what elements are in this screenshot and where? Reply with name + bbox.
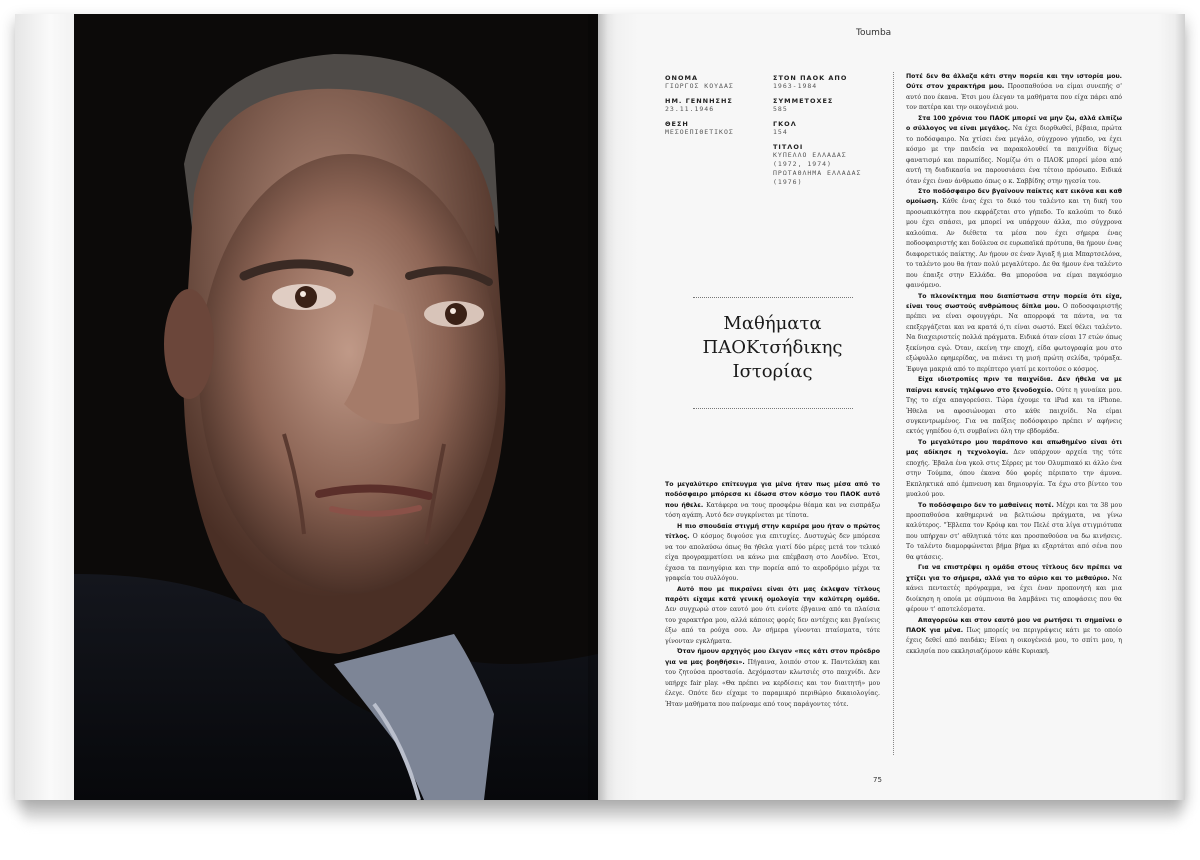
section-header: Toumba: [856, 28, 892, 38]
page-number: 75: [873, 776, 882, 784]
paragraph: [906, 616, 1122, 658]
profile-label: ΣΥΜΜΕΤΟΧΕΣ: [773, 97, 834, 105]
portrait-photo: [74, 14, 598, 800]
column-divider: [893, 72, 894, 755]
profile-value: 585: [773, 105, 788, 113]
profile-value: ΠΡΩΤΑΘΛΗΜΑ ΕΛΛΑΔΑΣ: [773, 169, 862, 177]
profile-label: ΤΙΤΛΟΙ: [773, 143, 804, 151]
paragraph-text: Πήγαινα, λοιπόν στον κ. Παντελάκη και του ζητούσα προστασία. Δεχόμασταν κλωτσιές στο παιχνίδι. Δεν υπήρχε fair play. «Θα πρέπει να κερδίσεις και τον διαιτητή» μου έλεγε. Οπότε δεν είχαμε το παραμικρό περιθώριο δικαιολογίας. Ήταν μαθήματα που παίρναμε από τους παράγοντες τότε.: [665, 658, 880, 708]
profile-value: (1972, 1974): [773, 160, 832, 168]
paragraph-lead: Το μεγαλύτερο μου παράπονο και απωθημένο είναι ότι μας αδίκησε η τεχνολογία.: [906, 438, 1122, 457]
paragraph-lead: Η πιο σπουδαία στιγμή στην καριέρα μου ήταν ο πρώτος τίτλος.: [665, 522, 880, 541]
paragraph-text: Δεν συγχωρώ στον εαυτό μου ότι ενίοτε έβγαινα από τα πλαίσια του χαρακτήρα μου, αλλά κάποιες φορές δεν αντέχεις και βγαίνεις έξω από τα ρούχα σου. Αν σήμερα γίνονται πταίσματα, τότε γίνονταν εγκλήματα.: [665, 606, 880, 645]
right-page: [598, 14, 1185, 800]
paragraph-text: Μέχρι και τα 38 μου προσπαθούσα καθημερινά να βελτιώσω πράγματα, να γίνω καλύτερος. "Έβλεπα τον Κρόιφ και τον Πελέ στα λίγα στιγμιότυπα που υπήρχαν στ' αθλητικά τότε και προσπαθούσα να δω κινήσεις. Το ταλέντο διαμορφώνεται βήμα βήμα κι εξαρτάται από σένα που θα φτάσεις.: [906, 501, 1122, 561]
article-title: [690, 312, 855, 384]
portrait-illustration: [74, 14, 598, 800]
paragraph-lead: Το ποδόσφαιρο δεν το μαθαίνεις ποτέ.: [918, 501, 1054, 509]
paragraph: [906, 438, 1122, 501]
profile-value: ΓΙΩΡΓΟΣ ΚΟΥΔΑΣ: [665, 82, 734, 90]
paragraph-text: Ο ποδοσφαιριστής πρέπει να είναι σφουγγάρι. Να απορροφά τα πάντα, να τα επεξεργάζεται και να κρατά ό,τι είναι σωστό. Εκεί θέλει ταλέντο. Να διαχειριστείς πολλά πράγματα. Ειδικά όταν είσαι 17 ετών όπως ξεκίνησα εγώ. Όταν, εκείνη την εποχή, είδα φωτογραφία μου στο εξώφυλλο εφημερίδας, να πιάνει τη μισή πρώτη σελίδα, τρόμαξα. Έφυγα μακριά από το περίπτερο γιατί με κοιτούσε ο κόσμος.: [906, 302, 1122, 373]
profile-box-right: [773, 74, 873, 187]
article-title-line: ΠΑΟΚτσήδικης: [702, 337, 843, 358]
paragraph: [906, 375, 1122, 438]
paragraph-lead: Όταν ήμουν αρχηγός μου έλεγαν «πες κάτι στον πρόεδρο για να μας βοηθήσει».: [665, 648, 880, 666]
paragraph-lead: Το πλεονέκτημα που διαπίστωσα στην πορεία ότι είχα, είναι τους σωστούς ανθρώπους δίπλα μου.: [906, 292, 1122, 310]
left-page-margin: [15, 14, 74, 800]
paragraph-text: Να έχει διορθωθεί, βέβαια, πρώτα το ποδόσφαιρο. Να χτίσει ένα μεγάλο, σύγχρονο γήπεδο, να έχει κόσμο με την παιδεία να παρακολουθεί τα παιχνίδια δίχως φανατισμό και παρωπίδες. Νομίζω ότι ο ΠΑΟΚ μπορεί μέσα από αυτή τη διαδικασία να παρουσιάσει ένα τέτοιο πρόσωπο. Ειδικά όταν έχει έναν άνθρωπο όπως ο κ. Σαββίδης στην ηγεσία του.: [906, 125, 1122, 185]
article-title-line: Ιστορίας: [732, 361, 813, 382]
profile-label: ΗΜ. ΓΕΝΝΗΣΗΣ: [665, 97, 733, 105]
profile-box-left: [665, 74, 755, 137]
article-column-left: [665, 480, 880, 710]
paragraph-lead: Είχα ιδιοτροπίες πριν τα παιχνίδια. Δεν ήθελα να με παίρνει κανείς τηλέφωνο στο ξενοδοχείο.: [906, 376, 1122, 394]
profile-value: 1963-1984: [773, 82, 818, 90]
paragraph-lead: Αυτό που με πικραίνει είναι ότι μας έκλεψαν τίτλους παρότι είχαμε κατά γενική ομολογία την καλύτερη ομάδα.: [665, 585, 880, 603]
paragraph: [665, 522, 880, 585]
paragraph-text: Κάθε ένας έχει το δικό του ταλέντο και τη δική του προσωπικότητα που εκφράζεται στο γήπεδο. Το καλούπι το δικό μου έχει σπάσει, μα μπορεί να υπάρχουν άλλα, πιο σύγχρονα καλούπια. Αν διέθετα τα μέσα που έχει σήμερα ένας ποδοσφαιριστής και δούλευα σε ευρωπαϊκά πρότυπα, θα ήμουν ένας διαφορετικός παίκτης. Αν ήμουν σε έναν Άγιαξ ή μια Μπαρτσελόνα, το ταλέντο μου θα ήταν πολύ μεγαλύτερο. Δε θα ήμουν ένα ταλέντο που έπαιξε στην Ελλάδα. Θα μπορούσα να είμαι παγκόσμιο φαινόμενο.: [906, 198, 1122, 290]
magazine-spread: [15, 14, 1185, 800]
paragraph: [906, 187, 1122, 292]
paragraph-lead: Το μεγαλύτερο επίτευγμα για μένα ήταν πως μέσα από το ποδόσφαιρο μπόρεσα κι έδωσα στον κόσμο του ΠΑΟΚ αυτό που ήθελε.: [665, 481, 880, 509]
profile-value: (1976): [773, 178, 803, 186]
title-rule-bottom: [693, 408, 853, 409]
paragraph-lead: Στα 100 χρόνια του ΠΑΟΚ μπορεί να μην ζω, αλλά ελπίζω ο σύλλογος να είναι μεγάλος.: [906, 114, 1122, 133]
paragraph: [906, 114, 1122, 187]
paragraph: [906, 72, 1122, 114]
profile-label: ΘΕΣΗ: [665, 120, 689, 128]
paragraph-text: Ο κόσμος διψούσε για επιτυχίες. Δυστυχώς δεν μπόρεσα να τον απολαύσω όπως θα ήθελα γιατί δύο μέρες μετά τον τελικό είχα προγραμματίσει να κάνω μια επέμβαση στο Λονδίνο. Έτσι, έχασα τα πανηγύρια και την πορεία από το αεροδρόμιο μέχρι τα γραφεία του συλλόγου.: [665, 533, 880, 583]
paragraph: [906, 563, 1122, 615]
title-rule-top: [693, 297, 853, 298]
book-gutter: [588, 14, 608, 800]
profile-label: ΟΝΟΜΑ: [665, 74, 698, 82]
paragraph-text: Κατάφερα να τους προσφέρω θέαμα και να εισπράξω τόση αγάπη. Αυτό δεν συγκρίνεται με τίποτα.: [665, 501, 881, 520]
paragraph-text: Να κάνει πενταετές πρόγραμμα, να έχει έναν προπονητή και μια διοίκηση η οποία με σύμπνοια θα λαμβάνει τις αποφάσεις που θα φέρουν τ' αποτελέσματα.: [906, 574, 1122, 614]
paragraph: [665, 480, 880, 522]
paragraph-lead: Για να επιστρέψει η ομάδα στους τίτλους δεν πρέπει να χτίζει για το σήμερα, αλλά για το αύριο και το μεθαύριο.: [906, 564, 1122, 582]
paragraph: [665, 585, 880, 648]
profile-label: ΓΚΟΛ: [773, 120, 797, 128]
right-page-edge: [1175, 14, 1185, 800]
profile-value: ΚΥΠΕΛΛΟ ΕΛΛΑΔΑΣ: [773, 151, 847, 159]
profile-value: ΜΕΣΟΕΠΙΘΕΤΙΚΟΣ: [665, 128, 734, 136]
left-page: [15, 14, 598, 800]
article-column-right: [906, 72, 1122, 657]
article-title-line: Μαθήματα: [723, 313, 822, 334]
paragraph-text: Δεν υπάρχουν αρχεία της τότε εποχής. Έβαλα ένα γκολ στις Σέρρες με τον Ολυμπιακό κι άλλο ένα στην Τούμπα, όπου έκανα δύο φορές πέριπατο την άμυνα. Εκπληκτικά από έμπνευση και δημιουργία. Τα έχω στο βίντεο του μυαλού μου.: [906, 449, 1122, 499]
paragraph-lead: Στο ποδόσφαιρο δεν βγαίνουν παίκτες κατ εικόνα και καθ ομοίωση.: [906, 187, 1122, 206]
profile-value: 154: [773, 128, 788, 136]
paragraph-lead: Απαγορεύω και στον εαυτό μου να ρωτήσει τι σημαίνει ο ΠΑΟΚ για μένα.: [906, 616, 1122, 635]
paragraph-text: Ούτε η γυναίκα μου. Της το είχα απαγορεύσει. Τώρα έχουμε τα iPad και τα iPhone. Ήθελα να αφοσιώνομαι στο κάθε παιχνίδι. Να είμαι συγκεντρωμένος. Για να παίξεις ποδόσφαιρο πρέπει ν' αφήνεις εκτός γηπέδου ό,τι συμβαίνει όλη την εβδομάδα.: [906, 386, 1122, 436]
paragraph-text: Προσπαθούσα να είμαι συνεπής σ' αυτό που έκανα. Έτσι μου έλεγαν τα μαθήματα που είχα πάρει από τον πατέρα και την οικογένειά μου.: [906, 83, 1122, 112]
paragraph: [665, 647, 880, 710]
paragraph-lead: Ποτέ δεν θα άλλαζα κάτι στην πορεία και την ιστορία μου. Ούτε στον χαρακτήρα μου.: [906, 73, 1122, 91]
paragraph: [906, 501, 1122, 564]
paragraph: [906, 292, 1122, 376]
profile-label: ΣΤΟΝ ΠΑΟΚ ΑΠΟ: [773, 74, 848, 82]
profile-value: 23.11.1946: [665, 105, 715, 113]
paragraph-text: Πως μπορείς να περιγράψεις κάτι με το οποίο έχεις δεθεί από παιδάκι; Είναι η οικογένειά μου, το σπίτι μου, η εκκλησία που εκκλησιαζόμουν κάθε Κυριακή.: [906, 627, 1122, 655]
